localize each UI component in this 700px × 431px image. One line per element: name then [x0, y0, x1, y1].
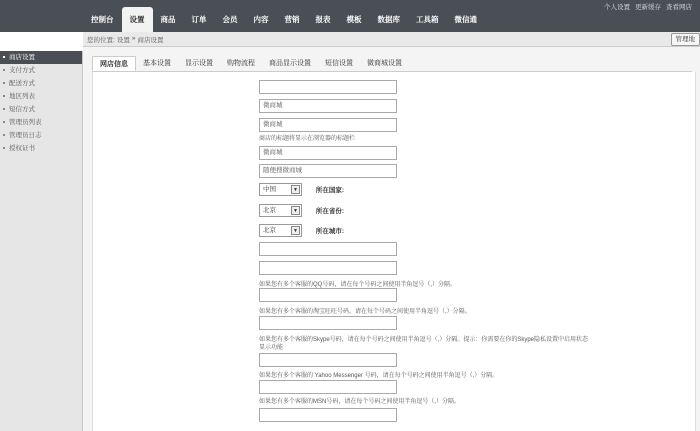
consignee-input[interactable] — [259, 80, 397, 94]
shop-title-input[interactable]: 微商城 — [259, 118, 397, 132]
yahoo-input[interactable] — [259, 353, 397, 367]
chevron-down-icon: ▼ — [291, 206, 300, 215]
skype-hint-continued: 显示功能 — [259, 345, 284, 351]
sidebar-item-shipping[interactable]: 配送方式 — [0, 77, 82, 90]
tab-wechat[interactable]: 微信通 — [454, 15, 477, 24]
sidebar-item-regions[interactable]: 地区列表 — [0, 90, 82, 103]
tab-orders[interactable]: 订单 — [191, 15, 207, 24]
tab-mini-store-settings[interactable]: 微商城设置 — [367, 60, 402, 67]
shop-title-hint: 商店的标题将显示在浏览器的标题栏 — [259, 136, 356, 142]
sidebar-item-license[interactable]: 授权证书 — [0, 142, 82, 155]
taobao-input[interactable] — [259, 288, 397, 302]
sidebar-item-admins[interactable]: 管理员列表 — [0, 116, 82, 129]
breadcrumb-item-store-settings: 商店设置 — [137, 37, 164, 44]
sidebar-item-sms[interactable]: 短信方式 — [0, 103, 82, 116]
city-label: 所在城市: — [315, 228, 344, 235]
tab-basic-settings[interactable]: 基本设置 — [143, 60, 171, 67]
skype-input[interactable] — [259, 316, 397, 330]
tab-templates[interactable]: 模板 — [346, 15, 362, 24]
sidebar-item-admin-log[interactable]: 管理员日志 — [0, 129, 82, 142]
breadcrumb-prefix: 您的位置: — [87, 37, 115, 44]
tab-marketing[interactable]: 营销 — [284, 15, 300, 24]
tab-content[interactable]: 内容 — [253, 15, 269, 24]
breadcrumb — [87, 35, 163, 44]
country-select[interactable]: 中国 ▼ — [259, 183, 302, 196]
msn-input[interactable] — [259, 380, 397, 394]
taobao-hint: 如果您有多个客服的淘宝旺旺号码，请在每个号码之间使用半角逗号（,）分隔。 — [259, 309, 471, 315]
sidebar-item-store-settings[interactable]: 商店设置 — [0, 51, 82, 64]
chevron-down-icon: ▼ — [291, 185, 300, 194]
qq-input[interactable] — [259, 261, 397, 275]
main-menu — [83, 7, 485, 32]
address-input[interactable] — [259, 242, 397, 256]
province-label: 所在省份: — [315, 208, 344, 215]
yahoo-hint: 如果您有多个客服的 Yahoo Messenger 号码，请在每个号码之间使用半角逗号（,）分隔。 — [259, 373, 499, 379]
chevron-down-icon: ▼ — [291, 226, 300, 235]
manage-button[interactable]: 管理地 — [671, 33, 700, 46]
content-tabs — [92, 56, 692, 72]
link-refresh-cache[interactable]: 更新缓存 — [635, 4, 661, 11]
qq-hint: 如果您有多个客服的QQ号码，请在每个号码之间使用半角逗号（,）分隔。 — [259, 282, 457, 288]
shop-keywords-input[interactable]: 随便搜微商城 — [259, 164, 397, 178]
tab-dashboard[interactable]: 控制台 — [91, 15, 114, 24]
tab-toolbox[interactable]: 工具箱 — [416, 15, 439, 24]
email-input[interactable] — [259, 408, 397, 422]
tab-database[interactable]: 数据库 — [377, 15, 400, 24]
link-personal-settings[interactable]: 个人设置 — [604, 4, 630, 11]
country-label: 所在国家: — [315, 187, 344, 194]
shop-name-input[interactable]: 微商城 — [259, 99, 397, 113]
top-navigation-bar — [0, 0, 700, 32]
top-links — [604, 2, 692, 11]
tab-reports[interactable]: 报表 — [315, 15, 331, 24]
tab-members[interactable]: 会员 — [222, 15, 238, 24]
shop-desc-input[interactable]: 微商城 — [259, 146, 397, 160]
breadcrumb-item-settings[interactable]: 设置 — [116, 37, 130, 44]
tab-settings[interactable]: 设置 — [122, 7, 153, 32]
city-select[interactable]: 北京 ▼ — [259, 224, 302, 237]
tab-store-info[interactable]: 网店信息 — [92, 56, 136, 71]
tab-display-settings[interactable]: 显示设置 — [185, 60, 213, 67]
sidebar-item-payment[interactable]: 支付方式 — [0, 64, 82, 77]
tab-product-display[interactable]: 商品显示设置 — [269, 60, 311, 67]
province-select[interactable]: 北京 ▼ — [259, 204, 302, 217]
sidebar — [0, 51, 83, 431]
link-view-store[interactable]: 查看网店 — [666, 4, 692, 11]
breadcrumb-bar — [83, 32, 700, 47]
tab-checkout-flow[interactable]: 购物流程 — [227, 60, 255, 67]
skype-hint: 如果您有多个客服的Skype号码，请在每个号码之间使用半角逗号（,）分隔。提示：你需要在你的Skype隐私设置中启用状态 — [259, 337, 589, 343]
tab-sms-settings[interactable]: 短信设置 — [325, 60, 353, 67]
msn-hint: 如果您有多个客服的MSN号码，请在每个号码之间使用半角逗号（,）分隔。 — [259, 399, 461, 405]
tab-products[interactable]: 商品 — [160, 15, 176, 24]
breadcrumb-separator: » — [131, 35, 136, 42]
